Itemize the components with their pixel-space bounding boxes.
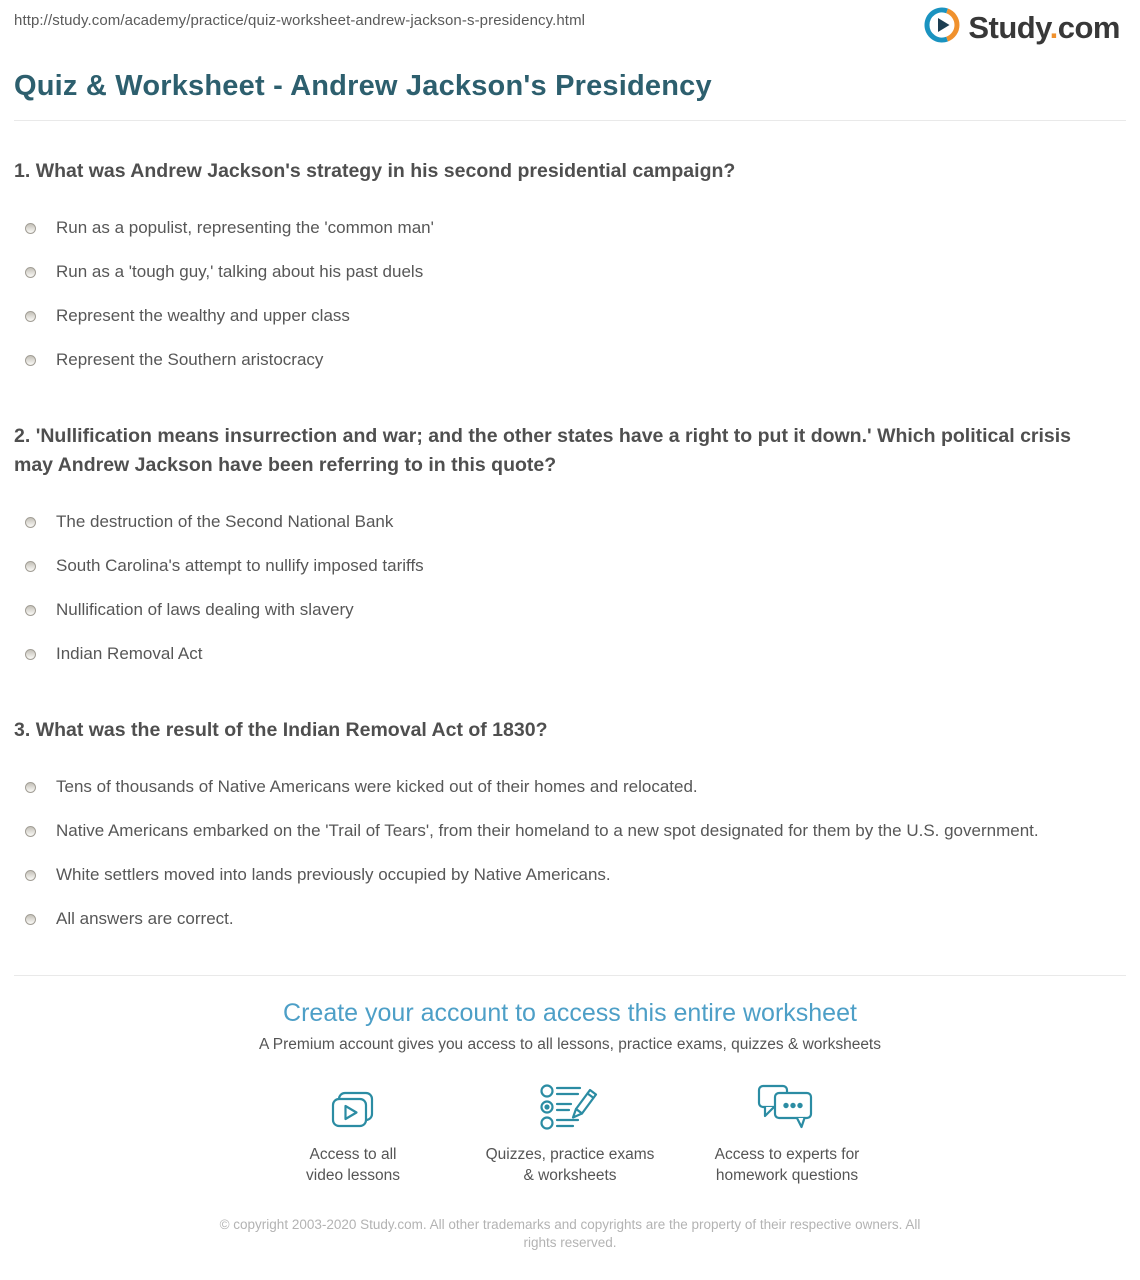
answer-option <box>25 897 1126 941</box>
copyright-notice: © copyright 2003-2020 Study.com. All other trademarks and copyrights are the property of their respective owners. All rights reserved. <box>219 1217 921 1250</box>
radio-button[interactable] <box>25 649 36 660</box>
answer-option-label: Indian Removal Act <box>56 644 203 663</box>
title-divider <box>14 120 1126 121</box>
answer-option-label: All answers are correct. <box>56 909 234 928</box>
answer-option-label: Represent the wealthy and upper class <box>56 306 350 325</box>
answer-option-label: South Carolina's attempt to nullify imposed tariffs <box>56 556 424 575</box>
answer-option-label: Represent the Southern aristocracy <box>56 350 324 369</box>
answer-option-label: Run as a populist, representing the 'common man' <box>56 218 434 237</box>
answer-option <box>25 338 1126 382</box>
page-title: Quiz & Worksheet - Andrew Jackson's Presidency <box>14 70 712 102</box>
answer-option <box>25 206 1126 250</box>
answer-option-label: Run as a 'tough guy,' talking about his past duels <box>56 262 424 281</box>
feature-list <box>0 1080 1140 1186</box>
answer-option <box>25 853 1126 897</box>
radio-button[interactable] <box>25 914 36 925</box>
quiz-worksheet-icon <box>462 1080 679 1134</box>
radio-button[interactable] <box>25 517 36 528</box>
answer-option <box>25 765 1126 809</box>
feature-label: Quizzes, practice exams & worksheets <box>485 1146 655 1184</box>
answer-option <box>25 632 1126 676</box>
feature-quizzes-worksheets <box>462 1080 679 1186</box>
radio-button[interactable] <box>25 223 36 234</box>
answer-option <box>25 588 1126 632</box>
radio-button[interactable] <box>25 605 36 616</box>
radio-button[interactable] <box>25 870 36 881</box>
answer-option <box>25 809 1126 853</box>
answer-option <box>25 500 1126 544</box>
answer-option-label: Tens of thousands of Native Americans were kicked out of their homes and relocated. <box>56 777 698 796</box>
question-2-options <box>0 500 1140 676</box>
cta-divider <box>14 975 1126 976</box>
question-1-heading: 1. What was Andrew Jackson's strategy in his second presidential campaign? <box>14 160 736 182</box>
feature-label: Access to all video lessons <box>306 1146 400 1184</box>
answer-option <box>25 250 1126 294</box>
radio-button[interactable] <box>25 267 36 278</box>
feature-video-lessons <box>245 1080 462 1186</box>
question-2-heading: 2. 'Nullification means insurrection and war; and the other states have a right to put it down.' Which political crisis may Andrew Jackson have been referring to in this quote? <box>14 425 1072 476</box>
radio-button[interactable] <box>25 782 36 793</box>
radio-button[interactable] <box>25 826 36 837</box>
page-url: http://study.com/academy/practice/quiz-worksheet-andrew-jackson-s-presidency.html <box>14 12 586 29</box>
answer-option <box>25 294 1126 338</box>
answer-option-label: White settlers moved into lands previously occupied by Native Americans. <box>56 865 611 884</box>
chat-experts-icon <box>679 1080 896 1134</box>
play-circle-icon <box>924 7 960 48</box>
studycom-logo[interactable] <box>924 7 1120 48</box>
premium-subheading: A Premium account gives you access to all lessons, practice exams, quizzes & worksheets <box>259 1036 881 1053</box>
radio-button[interactable] <box>25 311 36 322</box>
create-account-link[interactable]: Create your account to access this entire worksheet <box>283 999 857 1027</box>
radio-button[interactable] <box>25 561 36 572</box>
logo-wordmark: Study.com <box>968 10 1120 45</box>
question-3-heading: 3. What was the result of the Indian Removal Act of 1830? <box>14 719 548 741</box>
answer-option-label: Native Americans embarked on the 'Trail of Tears', from their homeland to a new spot designated for them by the U.S. government. <box>56 821 1039 840</box>
question-3-options <box>0 765 1140 941</box>
answer-option <box>25 544 1126 588</box>
radio-button[interactable] <box>25 355 36 366</box>
answer-option-label: Nullification of laws dealing with slavery <box>56 600 354 619</box>
video-lessons-icon <box>245 1080 462 1134</box>
question-1-options <box>0 206 1140 382</box>
feature-expert-help <box>679 1080 896 1186</box>
answer-option-label: The destruction of the Second National Bank <box>56 512 394 531</box>
feature-label: Access to experts for homework questions <box>714 1146 860 1184</box>
